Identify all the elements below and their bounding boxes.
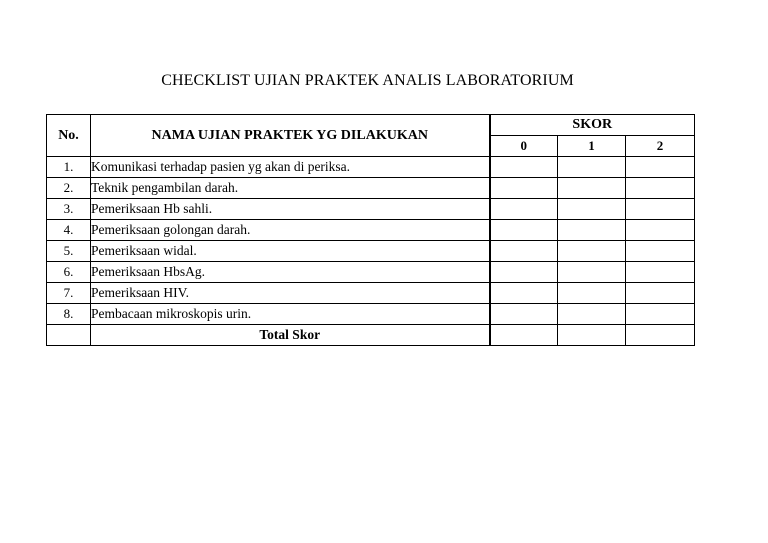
header-skor: SKOR — [490, 115, 695, 136]
score-1-cell[interactable] — [558, 220, 626, 241]
total-no-cell — [47, 325, 91, 346]
table-row — [47, 157, 695, 178]
header-score-1: 1 — [558, 136, 626, 157]
score-1-cell[interactable] — [558, 283, 626, 304]
row-exam-name: Pembacaan mikroskopis urin. — [91, 304, 490, 325]
header-score-2: 2 — [626, 136, 695, 157]
score-0-cell[interactable] — [490, 199, 558, 220]
score-0-cell[interactable] — [490, 220, 558, 241]
checklist-table — [46, 114, 695, 346]
total-score-1-cell[interactable] — [558, 325, 626, 346]
score-2-cell[interactable] — [626, 199, 695, 220]
score-2-cell[interactable] — [626, 241, 695, 262]
row-exam-name: Pemeriksaan golongan darah. — [91, 220, 490, 241]
row-number: 4. — [47, 220, 91, 241]
score-1-cell[interactable] — [558, 199, 626, 220]
score-2-cell[interactable] — [626, 304, 695, 325]
score-2-cell[interactable] — [626, 283, 695, 304]
score-1-cell[interactable] — [558, 157, 626, 178]
score-0-cell[interactable] — [490, 262, 558, 283]
header-score-0: 0 — [490, 136, 558, 157]
table-row — [47, 220, 695, 241]
row-number: 6. — [47, 262, 91, 283]
score-0-cell[interactable] — [490, 178, 558, 199]
header-no: No. — [47, 115, 91, 157]
total-score-2-cell[interactable] — [626, 325, 695, 346]
table-row — [47, 178, 695, 199]
table-row — [47, 283, 695, 304]
row-exam-name: Pemeriksaan HbsAg. — [91, 262, 490, 283]
score-2-cell[interactable] — [626, 157, 695, 178]
table-row — [47, 262, 695, 283]
score-2-cell[interactable] — [626, 220, 695, 241]
score-1-cell[interactable] — [558, 178, 626, 199]
total-score-label: Total Skor — [91, 325, 490, 346]
total-row — [47, 325, 695, 346]
document-title: CHECKLIST UJIAN PRAKTEK ANALIS LABORATORIUM — [161, 72, 574, 89]
row-exam-name: Pemeriksaan Hb sahli. — [91, 199, 490, 220]
table-row — [47, 304, 695, 325]
score-2-cell[interactable] — [626, 178, 695, 199]
score-1-cell[interactable] — [558, 304, 626, 325]
score-1-cell[interactable] — [558, 241, 626, 262]
row-number: 2. — [47, 178, 91, 199]
row-exam-name: Komunikasi terhadap pasien yg akan di periksa. — [91, 157, 490, 178]
score-1-cell[interactable] — [558, 262, 626, 283]
row-exam-name: Teknik pengambilan darah. — [91, 178, 490, 199]
row-number: 1. — [47, 157, 91, 178]
total-score-0-cell[interactable] — [490, 325, 558, 346]
score-0-cell[interactable] — [490, 241, 558, 262]
table-row — [47, 199, 695, 220]
row-exam-name: Pemeriksaan HIV. — [91, 283, 490, 304]
row-exam-name: Pemeriksaan widal. — [91, 241, 490, 262]
score-0-cell[interactable] — [490, 304, 558, 325]
row-number: 8. — [47, 304, 91, 325]
score-0-cell[interactable] — [490, 157, 558, 178]
row-number: 5. — [47, 241, 91, 262]
header-row-top — [47, 115, 695, 136]
table-row — [47, 241, 695, 262]
row-number: 7. — [47, 283, 91, 304]
header-name: NAMA UJIAN PRAKTEK YG DILAKUKAN — [91, 115, 490, 157]
row-number: 3. — [47, 199, 91, 220]
score-0-cell[interactable] — [490, 283, 558, 304]
score-2-cell[interactable] — [626, 262, 695, 283]
